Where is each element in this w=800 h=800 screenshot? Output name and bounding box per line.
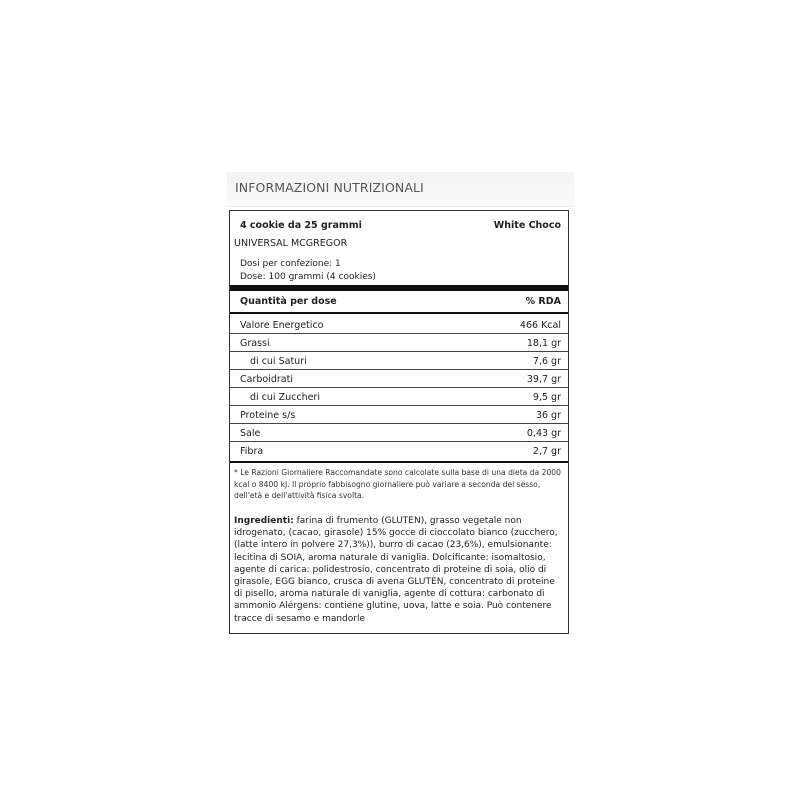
ingredients-block bbox=[234, 515, 564, 625]
nutrient-label: Sale bbox=[240, 428, 261, 439]
nutrient-label: Carboidrati bbox=[240, 374, 293, 385]
nutrient-label: Valore Energetico bbox=[240, 320, 324, 331]
nutrition-row bbox=[230, 424, 568, 442]
nutrient-value: 2,7 gr bbox=[532, 446, 561, 457]
nutrient-label: Proteine s/s bbox=[240, 410, 296, 421]
nutrient-value: 0,43 gr bbox=[526, 428, 561, 439]
ingredients-text: farina di frumento (GLUTEN), grasso vegetale non idrogenato, (cacao, girasole) 15% gocce di cioccolato bianco (zucchero, (latte intero in polvere 27,3%)), burro di cacao (23,6%), emulsionante: lecitina di SOIA, aroma naturale di vaniglia. Dolcificante: isomaltosio, agente di carica: polidestrosio, concentrato di proteine di soia, olio di girasole, EGG bianco, crusca di avena GLUTEN, concentrato di proteine di pisello, aroma naturale di vaniglia, agente di cottura: carbonato di ammonio Alérgens: contiene glutine, uova, latte e soia. Può contenere tracce di sesamo e mandorle bbox=[234, 516, 558, 624]
nutrient-value: 466 Kcal bbox=[519, 320, 561, 331]
header-label: Quantità per dose bbox=[240, 296, 337, 307]
nutrition-row bbox=[230, 442, 568, 460]
panel-title: INFORMAZIONI NUTRIZIONALI bbox=[235, 180, 424, 195]
nutrition-panel bbox=[227, 172, 574, 642]
divider-bottom bbox=[230, 461, 568, 463]
brand-name: UNIVERSAL MCGREGOR bbox=[234, 238, 348, 249]
nutrition-row bbox=[230, 316, 568, 334]
panel-header bbox=[227, 172, 574, 207]
nutrient-value: 9,5 gr bbox=[532, 392, 561, 403]
serving-size: Dose: 100 grammi (4 cookies) bbox=[240, 272, 376, 282]
nutrient-label: Fibra bbox=[240, 446, 264, 457]
rda-footnote: * Le Razioni Giornaliere Raccomandate sono calcolate sulla base di una dieta da 2000 kcal o 8400 kJ. Il proprio fabbisogno giornaliere può variare a seconda del sesso, dell'età e dell'attività fisica svolta. bbox=[234, 468, 561, 500]
nutrition-row bbox=[230, 334, 568, 352]
nutrient-value: 39,7 gr bbox=[526, 374, 561, 385]
nutrition-row bbox=[230, 406, 568, 424]
nutrient-value: 36 gr bbox=[535, 410, 561, 421]
nutrition-label bbox=[229, 210, 569, 634]
serving-info bbox=[240, 258, 376, 284]
nutrient-label: di cui Saturi bbox=[250, 356, 307, 367]
header-value: % RDA bbox=[525, 296, 561, 307]
nutrient-value: 18,1 gr bbox=[526, 338, 561, 349]
nutrition-row bbox=[230, 388, 568, 406]
nutrient-label: di cui Zuccheri bbox=[250, 392, 320, 403]
servings-per-pack: Dosi per confezione: 1 bbox=[240, 259, 341, 269]
ingredients-label: Ingredienti: bbox=[234, 516, 294, 526]
product-name: 4 cookie da 25 grammi bbox=[240, 220, 362, 231]
nutrition-table-header bbox=[230, 294, 568, 311]
divider-medium bbox=[230, 312, 568, 314]
divider-thick bbox=[230, 285, 568, 291]
nutrient-label: Grassi bbox=[240, 338, 270, 349]
nutrition-row bbox=[230, 352, 568, 370]
nutrition-row bbox=[230, 370, 568, 388]
nutrient-value: 7,6 gr bbox=[532, 356, 561, 367]
product-flavor: White Choco bbox=[493, 220, 561, 231]
